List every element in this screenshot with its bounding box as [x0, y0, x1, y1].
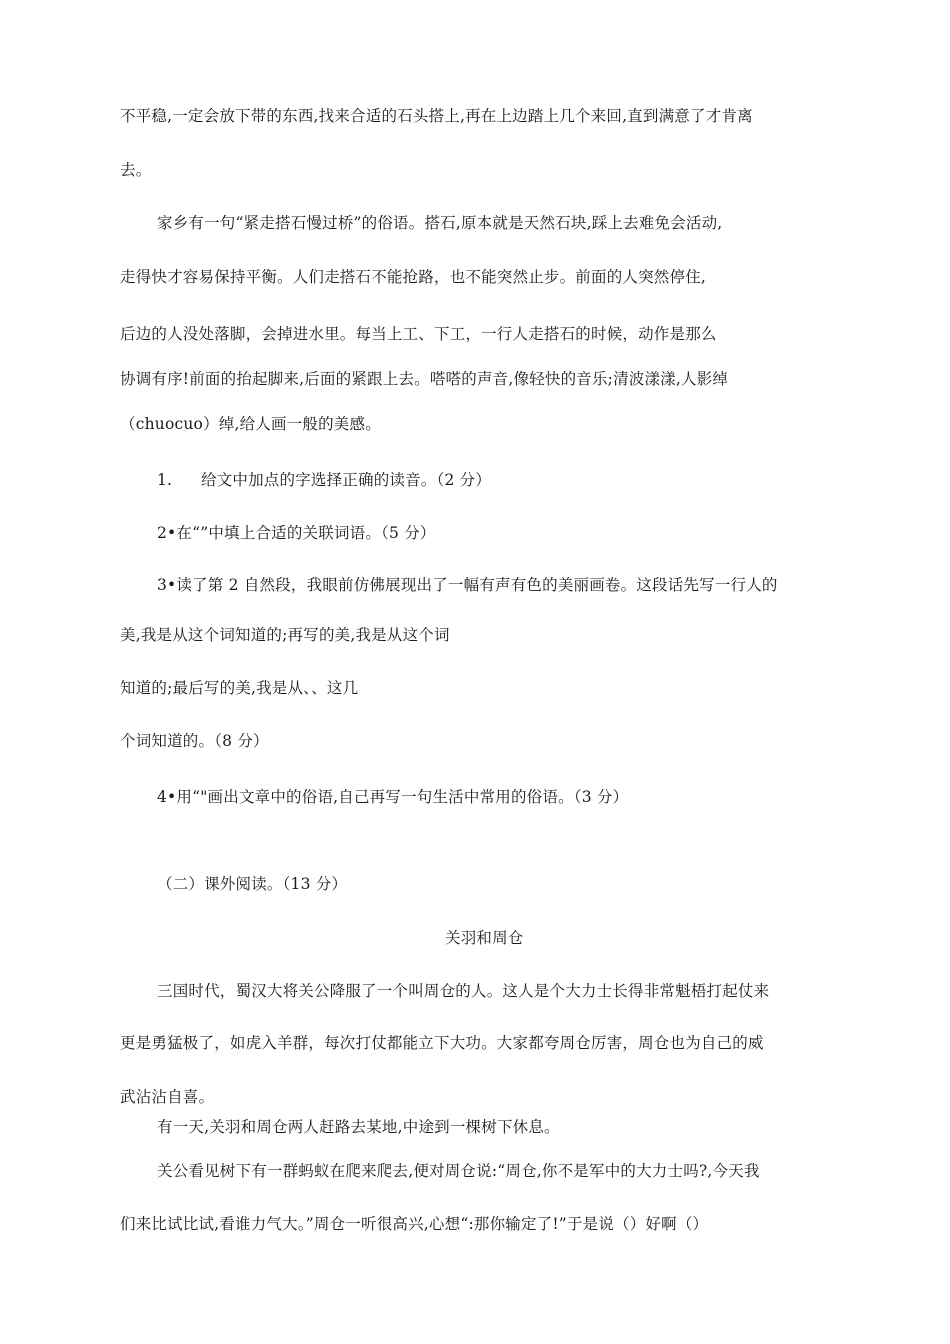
question-1-number: 1. — [157, 471, 173, 489]
question-3-line-3: 知道的;最后写的美,我是从、、这几 — [120, 679, 359, 697]
passage-line-4: 走得快才容易保持平衡。人们走搭石不能抢路，也不能突然止步。前面的人突然停住, — [120, 268, 707, 286]
story-paragraph-3-line-1: 关公看见树下有一群蚂蚁在爬来爬去,便对周仓说:“周仓,你不是军中的大力士吗?,今天我 — [157, 1162, 760, 1180]
passage-line-1: 不平稳,一定会放下带的东西,找来合适的石头搭上,再在上边踏上几个来回,直到满意了才肯离 — [120, 107, 753, 125]
section-2-heading: （二）课外阅读。（13 分） — [157, 875, 348, 893]
question-2: 2•在“”中填上合适的关联词语。（5 分） — [157, 524, 436, 542]
question-1-text: 给文中加点的字选择正确的读音。（2 分） — [201, 471, 492, 489]
story-paragraph-1-line-3: 武沾沾自喜。 — [120, 1088, 215, 1106]
question-4: 4•用“"画出文章中的俗语,自己再写一句生活中常用的俗语。（3 分） — [157, 788, 629, 806]
passage-line-7: （chuocuo）绰,给人画一般的美感。 — [120, 415, 381, 433]
question-3-line-1: 3•读了第 2 自然段，我眼前仿佛展现出了一幅有声有色的美丽画卷。这段话先写一行人的 — [157, 576, 778, 594]
passage-line-2: 去。 — [120, 161, 152, 179]
passage-line-3: 家乡有一句“紧走搭石慢过桥”的俗语。搭石,原本就是天然石块,踩上去难免会活动, — [157, 214, 723, 232]
passage-line-5: 后边的人没处落脚，会掉进水里。每当上工、下工，一行人走搭石的时候，动作是那么 — [120, 325, 717, 343]
story-paragraph-1-line-2: 更是勇猛极了，如虎入羊群，每次打仗都能立下大功。大家都夸周仓厉害，周仓也为自己的威 — [120, 1034, 764, 1052]
question-3-line-2: 美,我是从这个词知道的;再写的美,我是从这个词 — [120, 626, 450, 644]
question-3-line-4: 个词知道的。（8 分） — [120, 732, 269, 750]
passage-line-6: 协调有序!前面的抬起脚来,后面的紧跟上去。嗒嗒的声音,像轻快的音乐;清波漾漾,人影绰 — [120, 370, 729, 388]
story-paragraph-1-line-1: 三国时代，蜀汉大将关公降服了一个叫周仓的人。这人是个大力士长得非常魁梧打起仗来 — [157, 982, 770, 1000]
story-paragraph-3-line-2: 们来比试比试,看谁力气大。”周仓一听很高兴,心想“:那你输定了!”于是说（）好啊（） — [120, 1215, 709, 1233]
story-paragraph-2: 有一天,关羽和周仓两人赶路去某地,中途到一棵树下休息。 — [157, 1118, 560, 1136]
story-title: 关羽和周仓 — [445, 929, 524, 947]
